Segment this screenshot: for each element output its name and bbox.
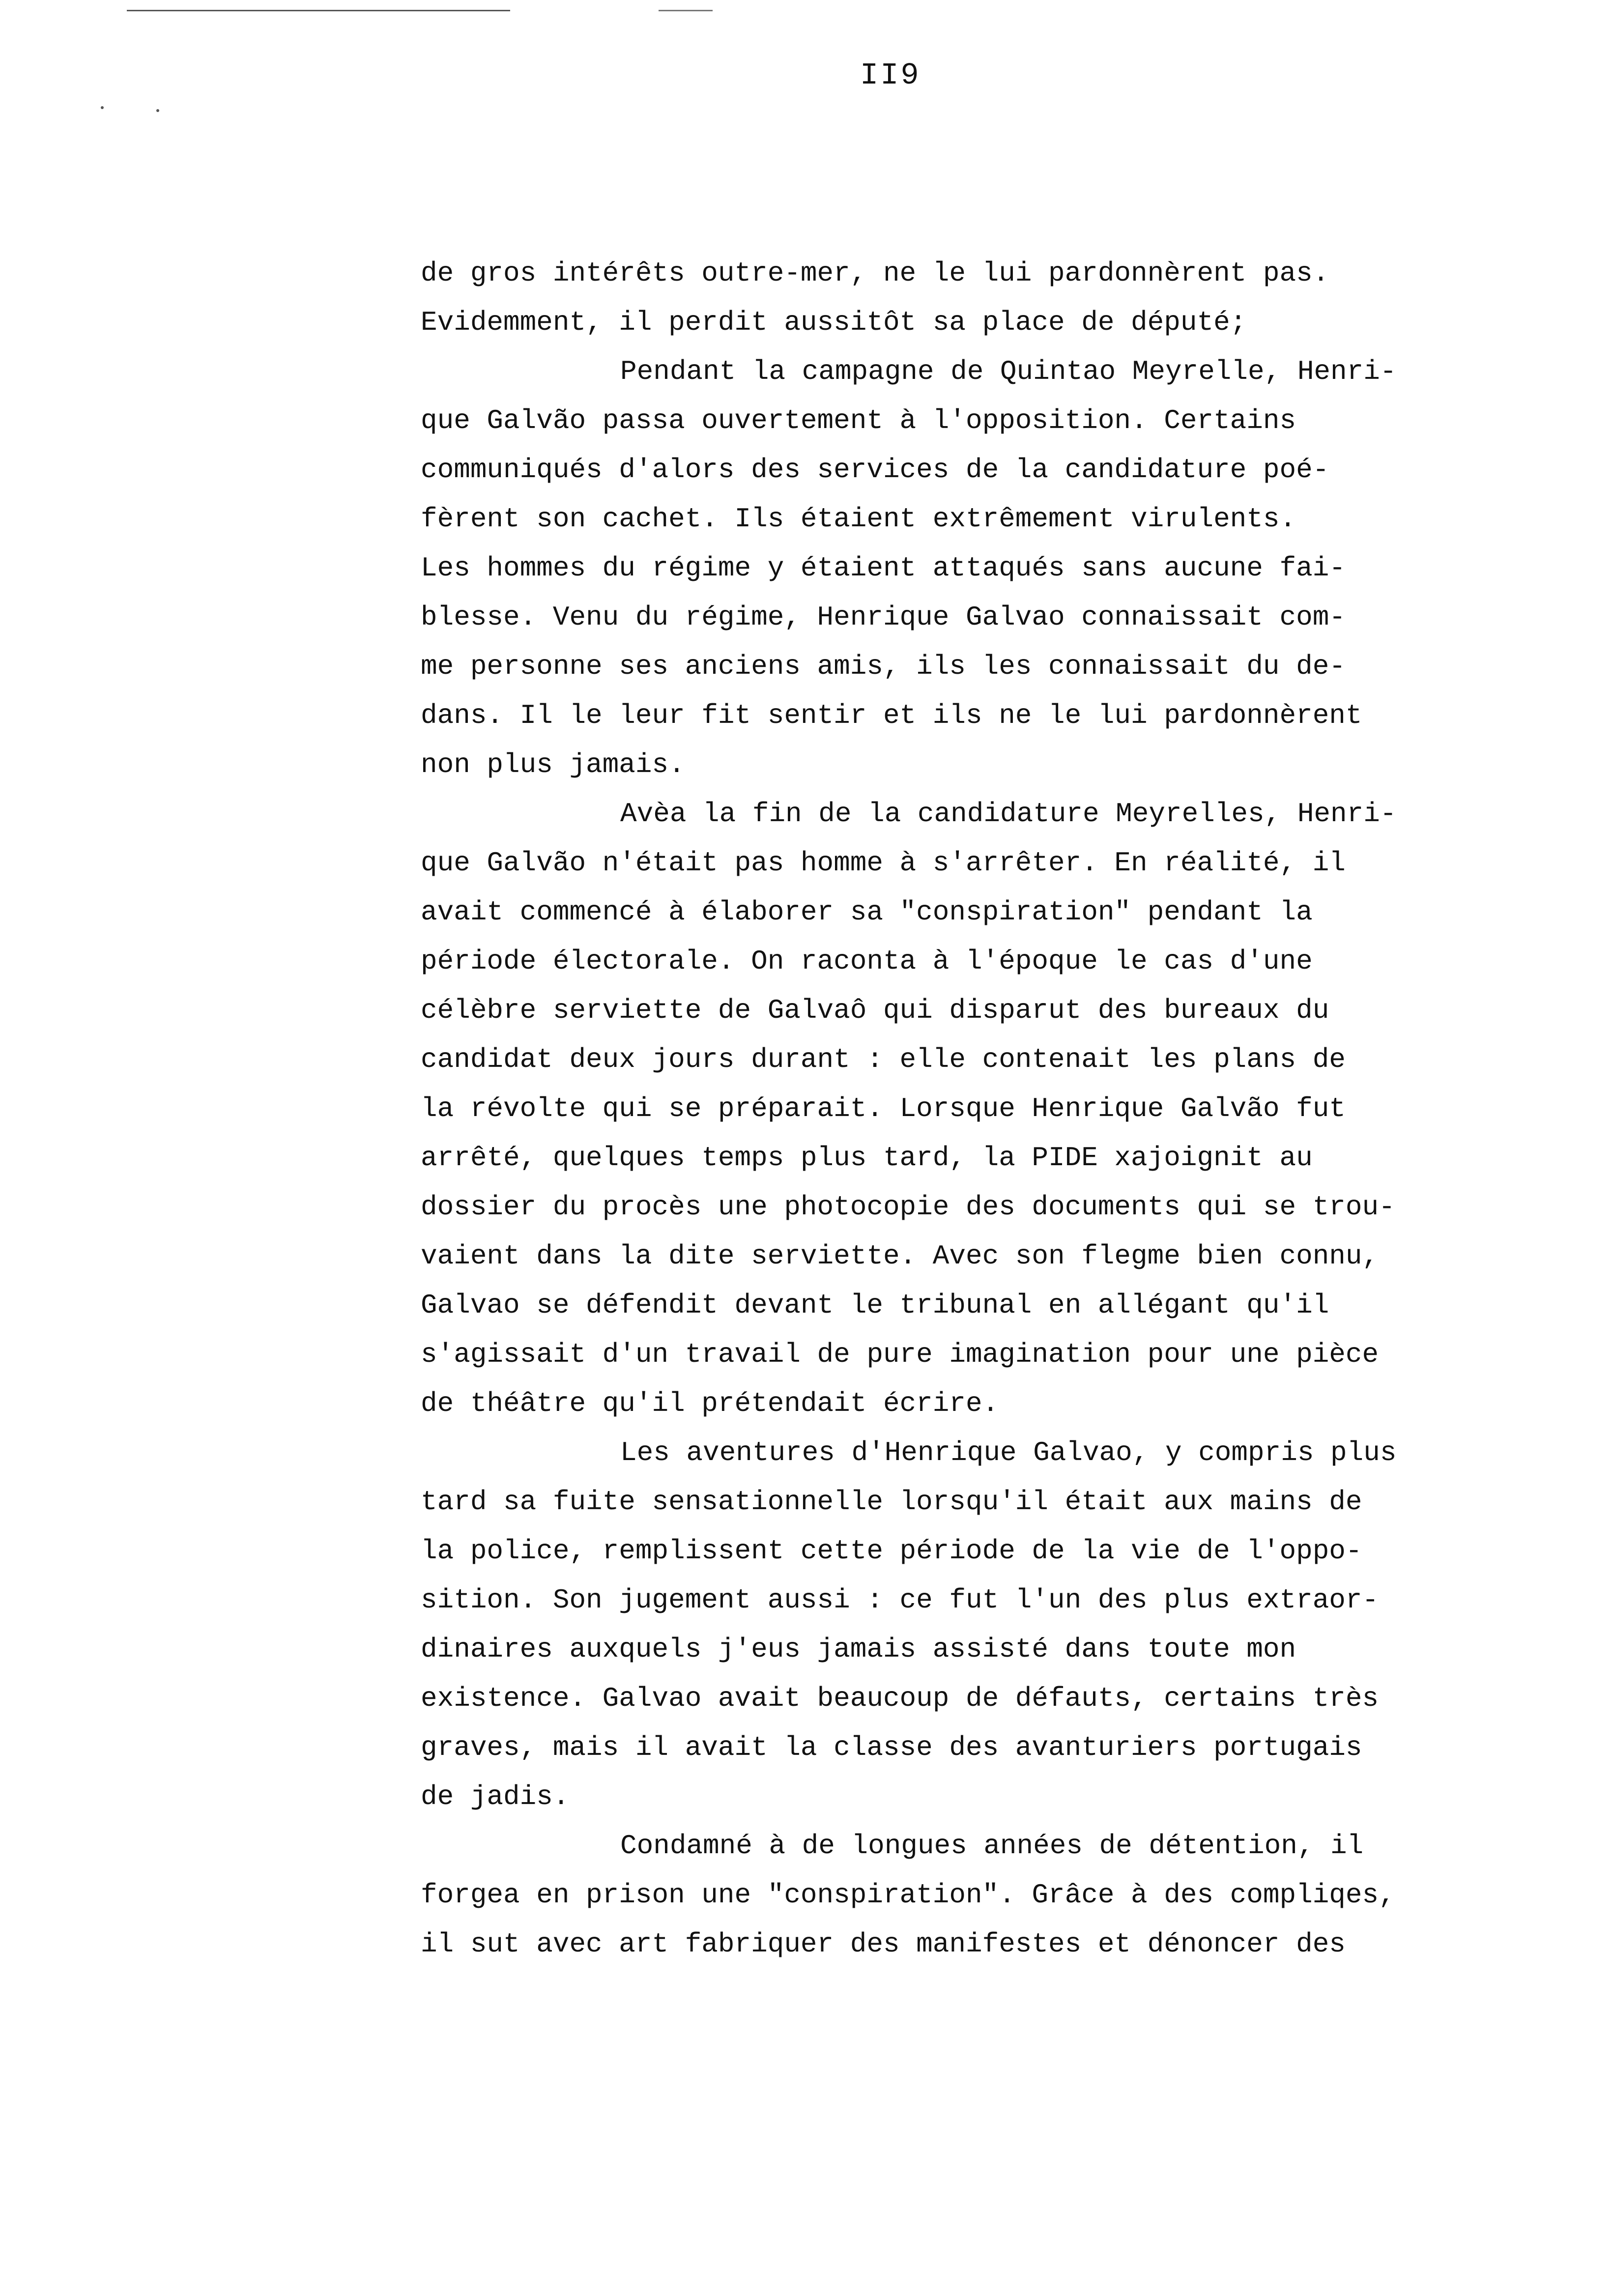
page-number: II9: [860, 58, 921, 93]
text-line: communiqués d'alors des services de la candidature poé-: [421, 454, 1329, 486]
body-text: [421, 249, 1581, 1969]
text-line: s'agissait d'un travail de pure imagination pour une pièce: [421, 1339, 1379, 1370]
text-line: blesse. Venu du régime, Henrique Galvao connaissait com-: [421, 602, 1346, 633]
text-line: dinaires auxquels j'eus jamais assisté dans toute mon: [421, 1634, 1296, 1665]
text-line: Pendant la campagne de Quintao Meyrelle, Henri-: [620, 356, 1397, 387]
text-line: forgea en prison une "conspiration". Grâce à des compliqes,: [421, 1879, 1395, 1911]
top-rule-left: [127, 10, 510, 11]
text-line: de théâtre qu'il prétendait écrire.: [421, 1388, 999, 1419]
text-line: non plus jamais.: [421, 749, 685, 780]
text-line: Avèa la fin de la candidature Meyrelles, Henri-: [620, 798, 1397, 830]
text-line: sition. Son jugement aussi : ce fut l'un des plus extraor-: [421, 1584, 1379, 1616]
text-line: période électorale. On raconta à l'époque le cas d'une: [421, 946, 1313, 977]
text-line: Les aventures d'Henrique Galvao, y compris plus: [620, 1437, 1397, 1468]
text-line: arrêté, quelques temps plus tard, la PIDE xajoignit au: [421, 1142, 1313, 1174]
text-line: que Galvão n'était pas homme à s'arrêter. En réalité, il: [421, 847, 1346, 879]
text-line: de jadis.: [421, 1781, 570, 1812]
text-line: existence. Galvao avait beaucoup de défauts, certains très: [421, 1683, 1379, 1714]
text-line: de gros intérêts outre-mer, ne le lui pardonnèrent pas.: [421, 258, 1329, 289]
text-line: me personne ses anciens amis, ils les connaissait du de-: [421, 651, 1346, 682]
text-line: vaient dans la dite serviette. Avec son flegme bien connu,: [421, 1240, 1379, 1272]
text-line: la révolte qui se préparait. Lorsque Henrique Galvão fut: [421, 1093, 1346, 1124]
text-line: dans. Il le leur fit sentir et ils ne le lui pardonnèrent: [421, 700, 1362, 731]
text-line: avait commencé à élaborer sa "conspiration" pendant la: [421, 896, 1313, 928]
text-line: dossier du procès une photocopie des documents qui se trou-: [421, 1191, 1395, 1223]
text-line: il sut avec art fabriquer des manifestes et dénoncer des: [421, 1928, 1346, 1960]
text-line: Condamné à de longues années de détention, il: [620, 1830, 1364, 1862]
text-line: Evidemment, il perdit aussitôt sa place de député;: [421, 307, 1247, 338]
scan-speck: [101, 106, 104, 109]
text-line: que Galvão passa ouvertement à l'opposition. Certains: [421, 405, 1296, 436]
text-line: la police, remplissent cette période de la vie de l'oppo-: [421, 1535, 1362, 1567]
top-rule-right: [659, 10, 713, 11]
text-line: tard sa fuite sensationnelle lorsqu'il était aux mains de: [421, 1486, 1362, 1518]
text-line: célèbre serviette de Galvaô qui disparut des bureaux du: [421, 995, 1329, 1026]
text-line: Les hommes du régime y étaient attaqués sans aucune fai-: [421, 552, 1346, 584]
text-line: fèrent son cachet. Ils étaient extrêmement virulents.: [421, 503, 1296, 535]
scan-speck: [156, 109, 159, 112]
text-line: graves, mais il avait la classe des avanturiers portugais: [421, 1732, 1362, 1763]
text-line: candidat deux jours durant : elle contenait les plans de: [421, 1044, 1346, 1075]
text-line: Galvao se défendit devant le tribunal en allégant qu'il: [421, 1290, 1329, 1321]
